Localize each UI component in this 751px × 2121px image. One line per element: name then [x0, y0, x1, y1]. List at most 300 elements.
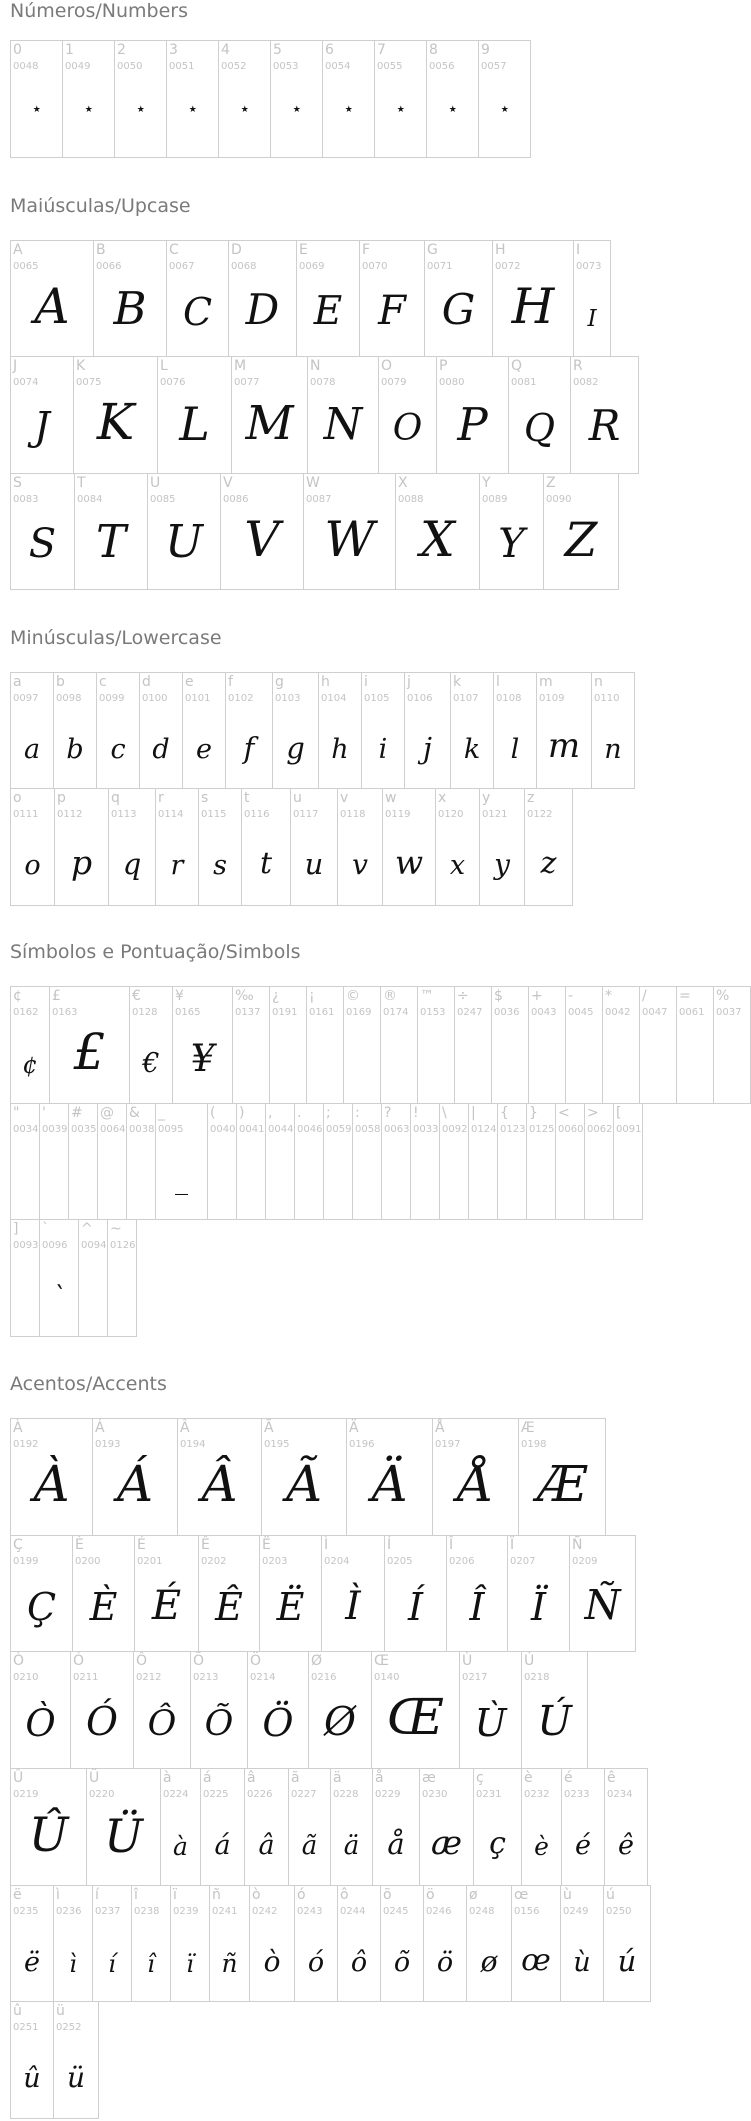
glyph-char-label: Ë: [262, 1537, 271, 1553]
glyph-cell: [10, 1535, 73, 1652]
glyph-char-label: H: [495, 242, 506, 258]
glyph-sample: B: [113, 281, 147, 335]
glyph-row: [10, 1885, 650, 2002]
glyph-code-label: 0034: [13, 1124, 39, 1135]
glyph-char-label: S: [13, 475, 22, 491]
glyph-cell: [228, 240, 297, 357]
glyph-sample: ó: [307, 1946, 325, 1978]
glyph-code-label: 0193: [95, 1439, 121, 1450]
glyph-code-label: 0093: [13, 1240, 39, 1251]
glyph-cell: [190, 1651, 248, 1769]
glyph-char-label: @: [100, 1105, 114, 1121]
glyph-code-label: 0242: [252, 1906, 278, 1917]
glyph-sample: ú: [617, 1943, 637, 1978]
glyph-cell: [374, 40, 427, 158]
glyph-code-label: 0169: [346, 1007, 372, 1018]
glyph-cell: [107, 1219, 137, 1337]
glyph-sample: ê: [618, 1830, 634, 1862]
glyph-code-label: 0082: [573, 377, 599, 388]
glyph-char-label: ¢: [13, 988, 22, 1004]
glyph-cell: [497, 1103, 527, 1220]
glyph-sample: å: [387, 1827, 405, 1862]
glyph-char-label: U: [150, 475, 161, 491]
glyph-sample: á: [214, 1830, 231, 1862]
glyph-code-label: 0227: [291, 1789, 317, 1800]
glyph-code-label: 0212: [136, 1672, 162, 1683]
glyph-code-label: 0246: [426, 1906, 452, 1917]
glyph-cell: [526, 1103, 556, 1220]
glyph-sample: C: [182, 289, 213, 334]
glyph-code-label: 0117: [293, 809, 319, 820]
glyph-code-label: 0209: [572, 1556, 598, 1567]
glyph-char-label: e: [185, 674, 194, 690]
glyph-cell: [170, 1885, 210, 2002]
glyph-code-label: 0069: [299, 261, 325, 272]
glyph-char-label: ¥: [175, 988, 184, 1004]
glyph-cell: [172, 986, 233, 1104]
glyph-code-label: 0201: [137, 1556, 163, 1567]
glyph-cell: [359, 240, 425, 357]
glyph-cell: [93, 240, 167, 357]
glyph-code-label: 0198: [521, 1439, 547, 1450]
glyph-char-label: .: [297, 1105, 302, 1121]
glyph-char-label: Y: [482, 475, 491, 491]
glyph-code-label: 0206: [449, 1556, 475, 1567]
glyph-code-label: 0070: [362, 261, 388, 272]
glyph-code-label: 0084: [77, 494, 103, 505]
missing-glyph-star-icon: ★: [136, 105, 145, 116]
glyph-cell: [10, 788, 55, 906]
glyph-cell: [198, 788, 242, 906]
glyph-char-label: A: [13, 242, 23, 258]
missing-glyph-star-icon: ★: [240, 105, 249, 116]
glyph-char-label: ø: [469, 1887, 478, 1903]
glyph-cell: [241, 788, 291, 906]
glyph-cell: [244, 1768, 289, 1886]
glyph-char-label: t: [244, 790, 250, 806]
glyph-sample: b: [66, 733, 84, 765]
glyph-char-label: Q: [511, 358, 523, 374]
glyph-code-label: 0099: [99, 693, 125, 704]
glyph-code-label: 0074: [13, 377, 39, 388]
glyph-char-label: à: [163, 1770, 172, 1786]
glyph-row: [10, 40, 530, 158]
glyph-cell: [378, 356, 437, 474]
glyph-sample: Û: [28, 1808, 69, 1864]
glyph-cell: [395, 473, 480, 590]
glyph-sample: ì: [69, 1949, 77, 1978]
glyph-cell: [10, 672, 54, 789]
glyph-code-label: 0059: [326, 1124, 352, 1135]
glyph-code-label: 0231: [476, 1789, 502, 1800]
glyph-code-label: 0219: [13, 1789, 39, 1800]
glyph-sample: n: [604, 733, 622, 765]
glyph-sample: í: [108, 1949, 116, 1978]
glyph-sample: Ê: [215, 1584, 243, 1629]
glyph-code-label: 0052: [221, 61, 247, 72]
missing-glyph-star-icon: ★: [84, 105, 93, 116]
glyph-code-label: 0080: [439, 377, 465, 388]
glyph-cell: [478, 40, 531, 158]
missing-glyph-star-icon: ★: [292, 105, 301, 116]
glyph-char-label: Á: [95, 1420, 105, 1436]
glyph-code-label: 0050: [117, 61, 143, 72]
glyph-char-label: 1: [65, 42, 74, 58]
glyph-code-label: 0196: [349, 1439, 375, 1450]
glyph-cell: [380, 1885, 424, 2002]
glyph-sample: ä: [343, 1831, 360, 1862]
glyph-code-label: 0124: [471, 1124, 497, 1135]
glyph-sample: d: [152, 733, 170, 765]
glyph-sample: g: [286, 730, 305, 765]
glyph-sample: S: [28, 520, 57, 567]
glyph-sample: V: [244, 510, 280, 568]
glyph-cell: [303, 473, 396, 590]
glyph-code-label: 0216: [311, 1672, 337, 1683]
glyph-cell: [603, 1885, 651, 2002]
glyph-sample: Æ: [536, 1455, 588, 1514]
glyph-cell: [361, 672, 405, 789]
glyph-cell: [676, 986, 714, 1104]
glyph-code-label: 0244: [340, 1906, 366, 1917]
glyph-cell: [218, 40, 271, 158]
glyph-cell: [182, 672, 226, 789]
glyph-char-label: ç: [476, 1770, 484, 1786]
glyph-char-label: i: [364, 674, 368, 690]
glyph-sample: ¢: [22, 1051, 38, 1080]
glyph-char-label: <: [558, 1105, 570, 1121]
glyph-cell: [435, 788, 480, 906]
glyph-code-label: 0203: [262, 1556, 288, 1567]
glyph-code-label: 0228: [333, 1789, 359, 1800]
missing-glyph-star-icon: ★: [500, 105, 509, 116]
glyph-cell: [426, 40, 479, 158]
glyph-code-label: 0226: [247, 1789, 273, 1800]
glyph-cell: [10, 1768, 87, 1886]
glyph-code-label: 0101: [185, 693, 211, 704]
glyph-code-label: 0107: [453, 693, 479, 704]
glyph-sample: x: [449, 850, 466, 882]
glyph-char-label: é: [564, 1770, 573, 1786]
glyph-cell: [371, 1651, 460, 1769]
glyph-cell: [39, 1219, 79, 1337]
glyph-char-label: ': [42, 1105, 46, 1121]
glyph-sample: o: [24, 850, 41, 882]
glyph-char-label: ï: [173, 1887, 177, 1903]
glyph-char-label: Û: [13, 1770, 24, 1786]
glyph-code-label: 0108: [496, 693, 522, 704]
glyph-char-label: L: [160, 358, 168, 374]
glyph-code-label: 0248: [469, 1906, 495, 1917]
glyph-sample: È: [89, 1584, 118, 1629]
glyph-char-label: K: [76, 358, 86, 374]
glyph-sample: q: [122, 847, 142, 882]
glyph-code-label: 0174: [383, 1007, 409, 1018]
glyph-char-label: ÷: [457, 988, 469, 1004]
glyph-cell: [410, 1103, 440, 1220]
glyph-char-label: Ö: [250, 1653, 262, 1669]
glyph-code-label: 0153: [420, 1007, 446, 1018]
glyph-char-label: ñ: [212, 1887, 221, 1903]
glyph-sample: Ã: [285, 1455, 323, 1514]
glyph-code-label: 0097: [13, 693, 39, 704]
glyph-code-label: 0103: [275, 693, 301, 704]
glyph-code-label: 0087: [306, 494, 332, 505]
glyph-char-label: ù: [563, 1887, 572, 1903]
glyph-sample: Õ: [204, 1704, 234, 1745]
glyph-sample: H: [511, 277, 555, 335]
glyph-cell: [86, 1768, 161, 1886]
glyph-char-label: 9: [481, 42, 490, 58]
glyph-code-label: 0058: [355, 1124, 381, 1135]
glyph-sample: X: [420, 510, 455, 568]
glyph-cell: [92, 1418, 178, 1536]
glyph-char-label: W: [306, 475, 320, 491]
glyph-code-label: 0062: [587, 1124, 613, 1135]
glyph-cell: [290, 788, 338, 906]
glyph-cell: [479, 788, 525, 906]
glyph-sample: Ô: [147, 1704, 177, 1745]
glyph-row: [10, 788, 572, 906]
glyph-sample: N: [323, 399, 363, 451]
glyph-code-label: 0039: [42, 1124, 68, 1135]
glyph-cell: [10, 40, 63, 158]
glyph-code-label: 0090: [546, 494, 572, 505]
glyph-sample: Ë: [276, 1584, 305, 1629]
glyph-sample: ñ: [221, 1948, 238, 1978]
glyph-cell: [381, 1103, 411, 1220]
glyph-char-label: Å: [435, 1420, 445, 1436]
glyph-cell: [220, 473, 304, 590]
glyph-char-label: >: [587, 1105, 599, 1121]
glyph-sample: Ø: [324, 1700, 356, 1746]
glyph-sample: Ì: [345, 1583, 361, 1629]
glyph-sample: K: [96, 393, 135, 452]
glyph-code-label: 0083: [13, 494, 39, 505]
glyph-cell: [639, 986, 677, 1104]
glyph-char-label: 8: [429, 42, 438, 58]
glyph-code-label: 0162: [13, 1007, 39, 1018]
glyph-char-label: ¿: [272, 988, 280, 1004]
glyph-sample: Ä: [371, 1455, 408, 1514]
glyph-code-label: 0197: [435, 1439, 461, 1450]
glyph-cell: [139, 672, 183, 789]
glyph-code-label: 0121: [482, 809, 508, 820]
glyph-char-label: Z: [546, 475, 556, 491]
glyph-cell: [602, 986, 640, 1104]
glyph-sample: Ú: [537, 1697, 572, 1746]
glyph-cell: [294, 1103, 324, 1220]
glyph-code-label: 0061: [679, 1007, 705, 1018]
glyph-code-label: 0041: [239, 1124, 265, 1135]
glyph-char-label: r: [158, 790, 164, 806]
glyph-char-label: j: [407, 674, 411, 690]
glyph-cell: [200, 1768, 245, 1886]
section-title-simbolos-e-pontuacao-simbols: Símbolos e Pontuação/Simbols: [10, 941, 301, 963]
glyph-code-label: 0046: [297, 1124, 323, 1135]
glyph-cell: [155, 788, 199, 906]
glyph-cell: [155, 1103, 208, 1220]
missing-glyph-star-icon: ★: [188, 105, 197, 116]
glyph-code-label: 0250: [606, 1906, 632, 1917]
glyph-cell: [507, 1535, 570, 1652]
glyph-code-label: 0056: [429, 61, 455, 72]
glyph-cell: [570, 356, 639, 474]
glyph-cell: [166, 40, 219, 158]
glyph-sample: ç: [489, 1826, 506, 1862]
glyph-code-label: 0113: [111, 809, 137, 820]
glyph-cell: [147, 473, 221, 590]
glyph-char-label: û: [13, 2003, 22, 2019]
glyph-sample: Ï: [530, 1584, 546, 1629]
glyph-char-label: Ò: [13, 1653, 25, 1669]
glyph-code-label: 0247: [457, 1007, 483, 1018]
glyph-cell: [10, 356, 74, 474]
glyph-cell: [272, 672, 319, 789]
glyph-sample: L: [179, 397, 210, 452]
glyph-sample: Œ: [387, 1688, 444, 1747]
missing-glyph-star-icon: ★: [448, 105, 457, 116]
glyph-code-label: 0035: [71, 1124, 97, 1135]
glyph-char-label: v: [340, 790, 349, 806]
glyph-char-label: `: [42, 1221, 49, 1237]
glyph-cell: [92, 1885, 132, 2002]
glyph-code-label: 0049: [65, 61, 91, 72]
glyph-char-label: Ô: [136, 1653, 148, 1669]
glyph-sample: Å: [457, 1455, 494, 1514]
glyph-char-label: {: [500, 1105, 509, 1121]
glyph-row: [10, 240, 610, 357]
glyph-code-label: 0086: [223, 494, 249, 505]
glyph-cell: [39, 1103, 69, 1220]
glyph-sample: û: [23, 2063, 41, 2095]
glyph-code-label: 0105: [364, 693, 390, 704]
glyph-char-label: %: [716, 988, 730, 1004]
glyph-sample: ò: [263, 1944, 281, 1978]
glyph-cell: [404, 672, 451, 789]
glyph-code-label: 0085: [150, 494, 176, 505]
glyph-code-label: 0199: [13, 1556, 39, 1567]
glyph-cell: [249, 1885, 295, 2002]
glyph-cell: [436, 356, 509, 474]
glyph-sample: k: [463, 733, 481, 765]
glyph-cell: [177, 1418, 262, 1536]
glyph-sample: æ: [430, 1823, 463, 1863]
glyph-sample: z: [540, 846, 557, 882]
glyph-code-label: 0047: [642, 1007, 668, 1018]
glyph-cell: [10, 240, 94, 357]
glyph-sample: T: [95, 514, 126, 568]
glyph-cell: [126, 1103, 156, 1220]
glyph-sample: m: [547, 725, 581, 766]
glyph-code-label: 0042: [605, 1007, 631, 1018]
glyph-code-label: 0112: [57, 809, 83, 820]
glyph-char-label: g: [275, 674, 284, 690]
glyph-char-label: Œ: [374, 1653, 389, 1669]
glyph-char-label: 5: [273, 42, 282, 58]
glyph-char-label: o: [13, 790, 22, 806]
missing-glyph-star-icon: ★: [396, 105, 405, 116]
glyph-cell: [288, 1768, 331, 1886]
glyph-code-label: 0072: [495, 261, 521, 272]
glyph-cell: [270, 40, 323, 158]
glyph-code-label: 0063: [384, 1124, 410, 1135]
glyph-sample: y: [494, 848, 510, 882]
glyph-code-label: 0077: [234, 377, 260, 388]
glyph-char-label: â: [247, 1770, 256, 1786]
glyph-char-label: P: [439, 358, 448, 374]
glyph-sample: U: [165, 514, 203, 568]
glyph-cell: [524, 788, 573, 906]
glyph-sample: â: [258, 1830, 275, 1862]
glyph-char-label: á: [203, 1770, 212, 1786]
glyph-cell: [446, 1535, 508, 1652]
glyph-code-label: 0068: [231, 261, 257, 272]
glyph-cell: [521, 1651, 588, 1769]
glyph-cell: [382, 788, 436, 906]
glyph-cell: [10, 1418, 93, 1536]
glyph-code-label: 0218: [524, 1672, 550, 1683]
glyph-code-label: 0238: [134, 1906, 160, 1917]
glyph-code-label: 0220: [89, 1789, 115, 1800]
glyph-char-label: N: [310, 358, 321, 374]
glyph-char-label: X: [398, 475, 408, 491]
glyph-sample: ö: [436, 1946, 454, 1978]
glyph-sample: F: [378, 287, 406, 334]
glyph-char-label: V: [223, 475, 233, 491]
glyph-row: [10, 1219, 136, 1337]
glyph-cell: [114, 40, 167, 158]
glyph-char-label: ‰: [235, 988, 254, 1004]
glyph-code-label: 0237: [95, 1906, 121, 1917]
section-title-maiusculas-upcase: Maiúsculas/Upcase: [10, 195, 191, 217]
glyph-code-label: 0123: [500, 1124, 526, 1135]
glyph-cell: [591, 672, 635, 789]
glyph-char-label: ©: [346, 988, 360, 1004]
glyph-code-label: 0060: [558, 1124, 584, 1135]
glyph-char-label: k: [453, 674, 462, 690]
glyph-sample: À: [33, 1455, 70, 1514]
glyph-sample: E: [313, 288, 343, 334]
glyph-sample: ã: [301, 1831, 318, 1862]
glyph-sample: u: [304, 847, 324, 882]
glyph-code-label: 0161: [309, 1007, 335, 1018]
glyph-cell: [160, 1768, 201, 1886]
glyph-code-label: 0115: [201, 809, 227, 820]
glyph-code-label: 0165: [175, 1007, 201, 1018]
glyph-char-label: Ã: [264, 1420, 274, 1436]
glyph-char-label: a: [13, 674, 22, 690]
glyph-code-label: 0213: [193, 1672, 219, 1683]
glyph-char-label: ^: [81, 1221, 93, 1237]
glyph-code-label: 0075: [76, 377, 102, 388]
glyph-char-label: p: [57, 790, 66, 806]
glyph-char-label: Ø: [311, 1653, 323, 1669]
glyph-char-label: M: [234, 358, 247, 374]
glyph-cell: [337, 788, 383, 906]
glyph-cell: [96, 672, 140, 789]
glyph-char-label: m: [539, 674, 553, 690]
glyph-cell: [307, 356, 379, 474]
glyph-sample: a: [23, 733, 41, 765]
glyph-char-label: n: [594, 674, 603, 690]
glyph-char-label: Î: [449, 1537, 454, 1553]
glyph-code-label: 0111: [13, 809, 39, 820]
glyph-char-label: ú: [606, 1887, 615, 1903]
glyph-code-label: 0078: [310, 377, 336, 388]
glyph-code-label: 0076: [160, 377, 186, 388]
glyph-row: [10, 1103, 642, 1220]
